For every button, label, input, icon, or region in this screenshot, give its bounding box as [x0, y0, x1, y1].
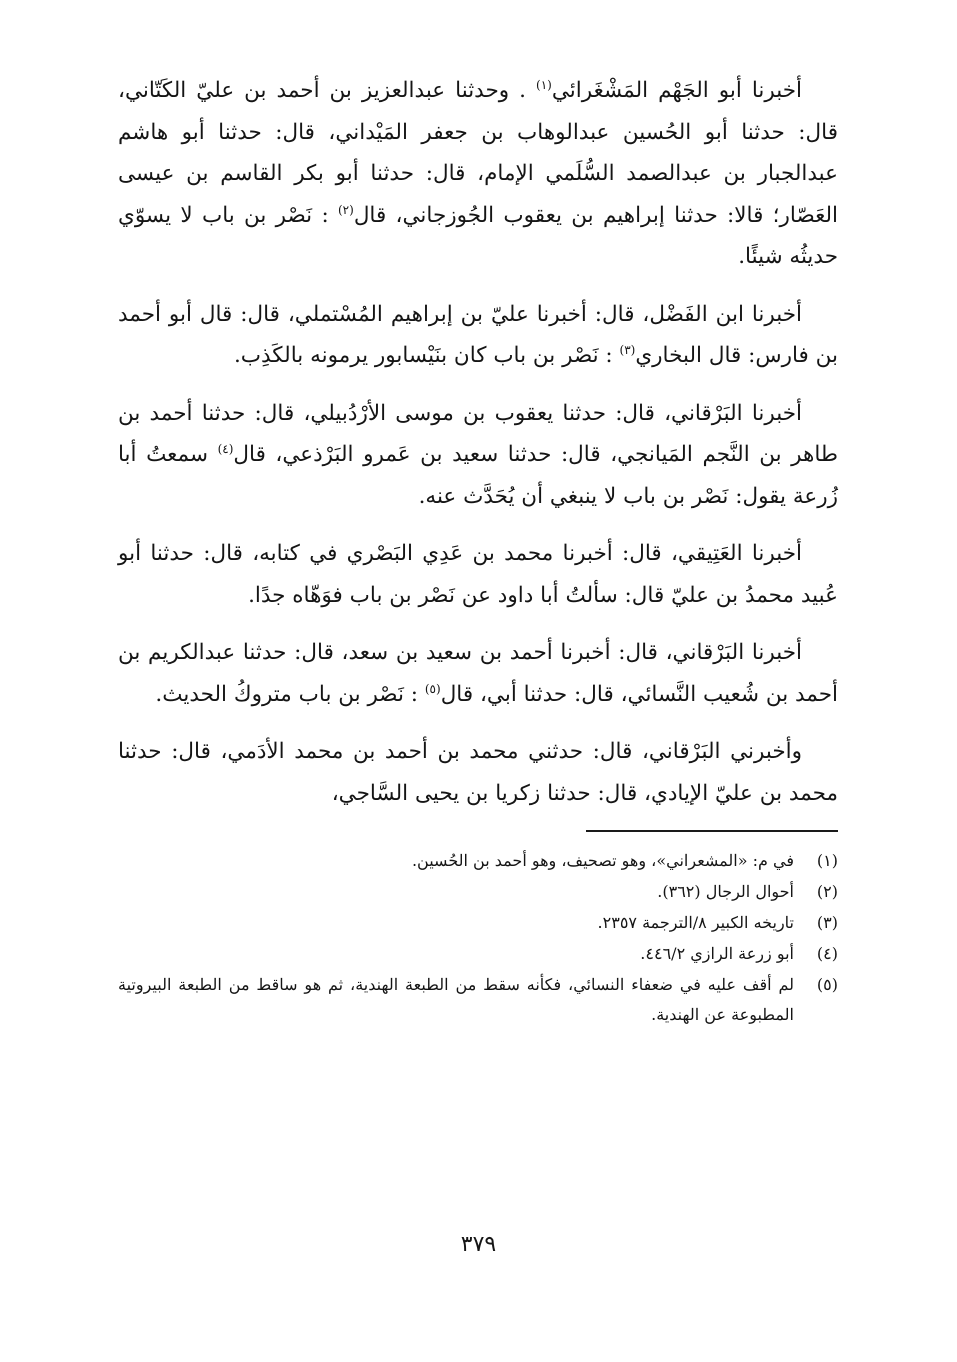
footnotes: [118, 846, 838, 1030]
footnote-number: (٥): [816, 975, 838, 994]
text-segment: . وحدثنا عبدالعزيز بن أحمد بن عليّ الكَتّاني، قال: حدثنا أبو الحُسين عبدالوهاب بن جعفر المَيْداني، قال: حدثنا أبو هاشم عبدالجبار بن عبدالصمد السُّلَمي الإمام، قال: حدثنا أبو بكر القاسم بن عيسى العَصّار؛ قالا: حدثنا إبراهيم بن يعقوب الجُوزجاني، قال: [118, 78, 838, 228]
paragraph-6: [118, 731, 838, 814]
footnote-marker: (٤): [217, 441, 234, 456]
text-segment: وأخبرني البَرْقاني، قال: حدثني محمد بن أحمد بن محمد الأدَمي، قال: حدثنا محمد بن عليّ الإيادي، قال: حدثنا زكريا بن يحيى السَّاجي،: [118, 739, 838, 806]
footnote-number: (١): [816, 851, 838, 870]
book-page: [118, 70, 838, 1300]
footnote-text: تاريخه الكبير ٨/الترجمة ٢٣٥٧.: [597, 913, 794, 932]
paragraph-4: [118, 533, 838, 616]
paragraph-2: [118, 294, 838, 377]
text-segment: أخبرنا البَرْقاني، قال: حدثنا يعقوب بن موسى الأرْدُبيلي، قال: حدثنا أحمد بن طاهر بن النَّجم المَيانجي، قال: حدثنا سعيد بن عَمرو البَرْذعي، قال: [118, 400, 838, 467]
footnote-1: [118, 846, 838, 876]
footnote-number: (٤): [816, 944, 838, 963]
paragraph-1: [118, 70, 838, 278]
text-segment: أخبرنا أبو الجَهْم المَشْغَرائي: [551, 78, 802, 103]
footnote-number: (٣): [816, 913, 838, 932]
text-segment: : نَصْر بن باب كان بنَيْسابور يرمونه بالكَذِب.: [233, 343, 620, 368]
footnote-3: [118, 908, 838, 938]
footnote-text: أبو زرعة الرازي ٤٤٦/٢.: [640, 944, 794, 963]
text-segment: أخبرنا ابن الفَضْل، قال: أخبرنا عليّ بن إبراهيم المُسْتملي، قال: قال أبو أحمد بن فارس: قال البخاري: [118, 301, 838, 368]
page-number: ٣٧٩: [460, 1232, 497, 1257]
footnote-text: في م: «المشعراني»، وهو تصحيف، وهو أحمد بن الحُسين.: [411, 851, 794, 870]
paragraph-3: [118, 393, 838, 518]
text-segment: : نَصْر بن باب متروكُ الحديث.: [155, 681, 425, 707]
footnote-divider: [586, 830, 838, 832]
footnote-number: (٢): [816, 882, 838, 901]
footnote-text: أحوال الرجال (٣٦٢).: [657, 882, 794, 901]
footnote-5: [118, 970, 838, 1030]
footnote-2: [118, 877, 838, 907]
text-segment: أخبرنا العَتِيقي، قال: أخبرنا محمد بن عَدِي البَصْري في كتابه، قال: حدثنا أبو عُبيد محمدُ بن عليّ قال: سألتُ أبا داود عن نَصْر بن باب فوَهّاه جدًا.: [118, 541, 838, 608]
text-segment: : نَصْر بن باب لا يسوّي حديثُه شيئًا.: [118, 202, 838, 269]
footnote-marker: (٥): [424, 681, 441, 696]
paragraph-5: [118, 632, 838, 715]
footnote-marker: (٣): [619, 342, 636, 357]
main-text: [118, 70, 838, 814]
footnote-marker: (٢): [337, 202, 354, 217]
footnote-4: [118, 939, 838, 969]
footnote-marker: (١): [536, 77, 552, 92]
footnote-text: لم أقف عليه في ضعفاء النسائي، فكأنه سقط من الطبعة الهندية، ثم هو ساقط من الطبعة البيروتية المطبوعة عن الهندية.: [118, 975, 794, 1024]
text-segment: أخبرنا البَرْقاني، قال: أخبرنا أحمد بن سعيد بن سعد، قال: حدثنا عبدالكريم بن أحمد بن شُعيب النَّسائي، قال: حدثنا أبي، قال: [118, 640, 838, 707]
text-segment: سمعتُ أبا زُرعة يقول: نَصْر بن باب لا ينبغي أن يُحَدَّث عنه.: [118, 442, 838, 509]
